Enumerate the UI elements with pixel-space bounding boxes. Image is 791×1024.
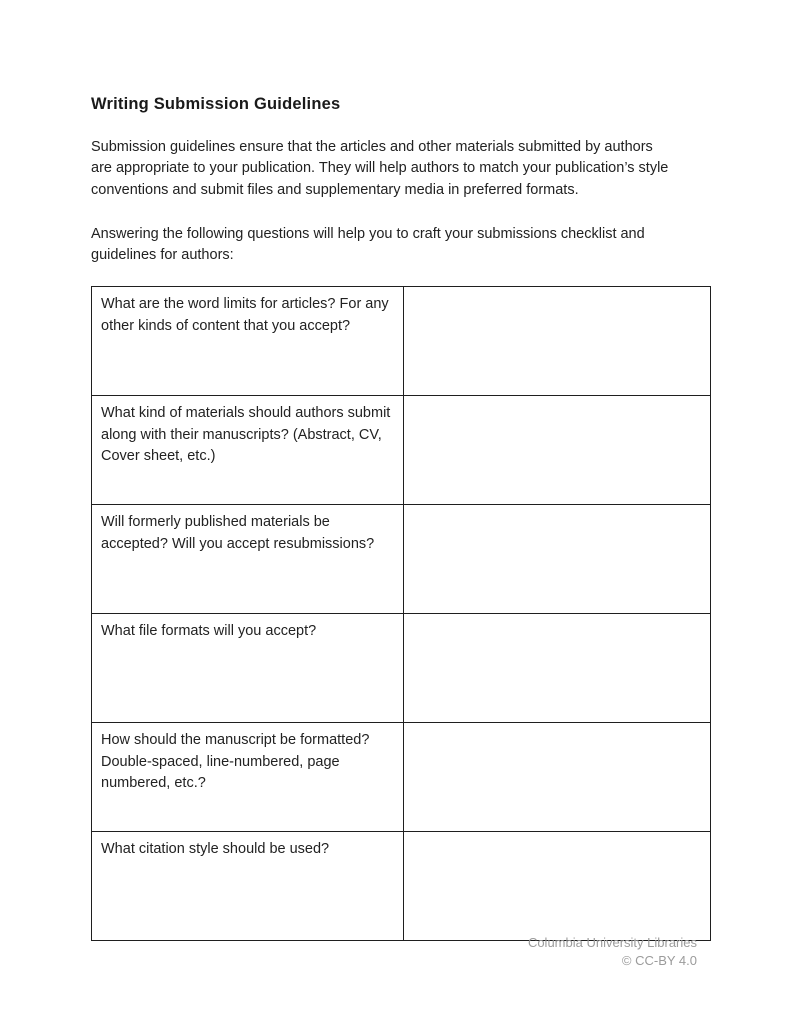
document-body	[91, 94, 670, 941]
answer-cell	[404, 287, 711, 396]
footer-license: © CC-BY 4.0	[621, 953, 697, 968]
question-cell: Will formerly published materials be accepted? Will you accept resubmissions?	[92, 505, 404, 614]
page-footer	[528, 934, 697, 970]
table-row	[92, 505, 711, 614]
question-cell: What citation style should be used?	[92, 832, 404, 941]
footer-attribution: Columbia University Libraries	[527, 935, 697, 950]
table-row	[92, 614, 711, 723]
question-cell: What kind of materials should authors submit along with their manuscripts? (Abstract, CV, Cover sheet, etc.)	[92, 396, 404, 505]
page-title: Writing Submission Guidelines	[91, 95, 341, 113]
table-row	[92, 287, 711, 396]
answer-cell	[404, 723, 711, 832]
lead-in-paragraph: Answering the following questions will help you to craft your submissions checklist and guidelines for authors:	[91, 225, 645, 264]
questions-table	[91, 286, 711, 941]
question-cell: How should the manuscript be formatted? Double-spaced, line-numbered, page numbered, etc.?	[92, 723, 404, 832]
answer-cell	[404, 614, 711, 723]
question-cell: What are the word limits for articles? For any other kinds of content that you accept?	[92, 287, 404, 396]
answer-cell	[404, 832, 711, 941]
table-row	[92, 832, 711, 941]
intro-paragraph: Submission guidelines ensure that the articles and other materials submitted by authors are appropriate to your publication. They will help authors to match your publication’s style conventions and submit files and supplementary media in preferred formats.	[91, 139, 669, 198]
answer-cell	[404, 505, 711, 614]
question-cell: What file formats will you accept?	[92, 614, 404, 723]
answer-cell	[404, 396, 711, 505]
table-row	[92, 723, 711, 832]
table-row	[92, 396, 711, 505]
